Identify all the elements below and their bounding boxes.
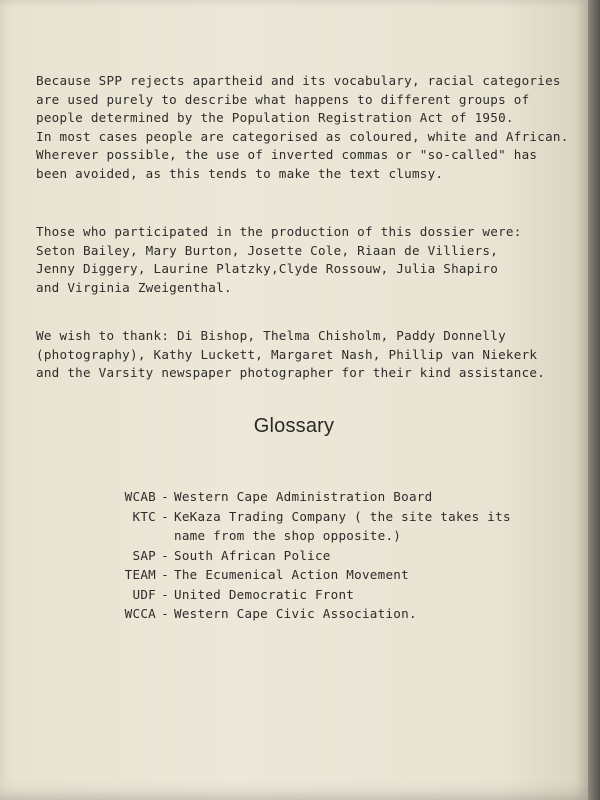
definition-line: KeKaza Trading Company ( the site takes its: [174, 508, 511, 524]
text-line: Wherever possible, the use of inverted commas or "so-called" has: [36, 147, 538, 162]
text-line: (photography), Kathy Luckett, Margaret Nash, Phillip van Niekerk: [36, 346, 538, 362]
glossary-list: [116, 487, 556, 624]
text-line: been avoided, as this tends to make the text clumsy.: [36, 165, 444, 181]
glossary-definition: [174, 585, 354, 605]
glossary-abbreviation: WCAB: [124, 489, 156, 504]
text-line: Because SPP rejects apartheid and its vocabulary, racial categories: [36, 73, 561, 88]
text-line: Seton Bailey, Mary Burton, Josette Cole, Riaan de Villiers,: [36, 242, 499, 258]
glossary-abbreviation: KTC: [132, 508, 156, 524]
definition-line: Western Cape Civic Association.: [174, 606, 417, 621]
glossary-abbreviation: TEAM: [124, 567, 156, 582]
text-line: Jenny Diggery, Laurine Platzky,Clyde Rossouw, Julia Shapiro: [36, 261, 499, 276]
text-line: We wish to thank: Di Bishop, Thelma Chisholm, Paddy Donnelly: [36, 328, 506, 343]
definition-line: United Democratic Front: [174, 586, 355, 602]
glossary-separator: -: [161, 508, 169, 524]
definition-line: Western Cape Administration Board: [174, 489, 433, 504]
glossary-abbreviation: SAP: [132, 547, 156, 563]
glossary-definition: [174, 546, 331, 566]
text-line: and the Varsity newspaper photographer for their kind assistance.: [36, 365, 546, 380]
glossary-definition: [174, 487, 432, 507]
text-line: people determined by the Population Registration Act of 1950.: [36, 110, 514, 125]
glossary-separator: -: [161, 489, 169, 504]
glossary-separator: -: [161, 606, 169, 621]
glossary-abbreviation: WCCA: [124, 606, 156, 621]
glossary-definition: [174, 604, 417, 624]
acknowledgements-paragraph: [36, 327, 576, 383]
glossary-entry: [116, 507, 556, 546]
definition-line: name from the shop opposite.): [174, 528, 402, 543]
text-line: are used purely to describe what happens to different groups of: [36, 91, 530, 107]
intro-paragraph: [36, 72, 576, 183]
definition-line: South African Police: [174, 547, 331, 563]
glossary-title: Glossary: [253, 415, 335, 437]
glossary-definition: [174, 565, 409, 585]
glossary-entry: [116, 565, 556, 585]
text-line: Those who participated in the production of this dossier were:: [36, 224, 522, 239]
glossary-separator: -: [161, 586, 169, 602]
text-line: and Virginia Zweigenthal.: [36, 279, 232, 295]
glossary-entry: [116, 546, 556, 566]
definition-line: The Ecumenical Action Movement: [174, 567, 409, 582]
glossary-entry: [116, 604, 556, 624]
glossary-entry: [116, 585, 556, 605]
glossary-entry: [116, 487, 556, 507]
book-spine-edge: [588, 0, 600, 800]
glossary-separator: -: [161, 567, 169, 582]
participants-paragraph: [36, 223, 576, 297]
glossary-abbreviation: UDF: [132, 586, 156, 602]
glossary-definition: [174, 507, 511, 546]
glossary-separator: -: [161, 547, 169, 563]
text-line: In most cases people are categorised as coloured, white and African.: [36, 128, 569, 144]
